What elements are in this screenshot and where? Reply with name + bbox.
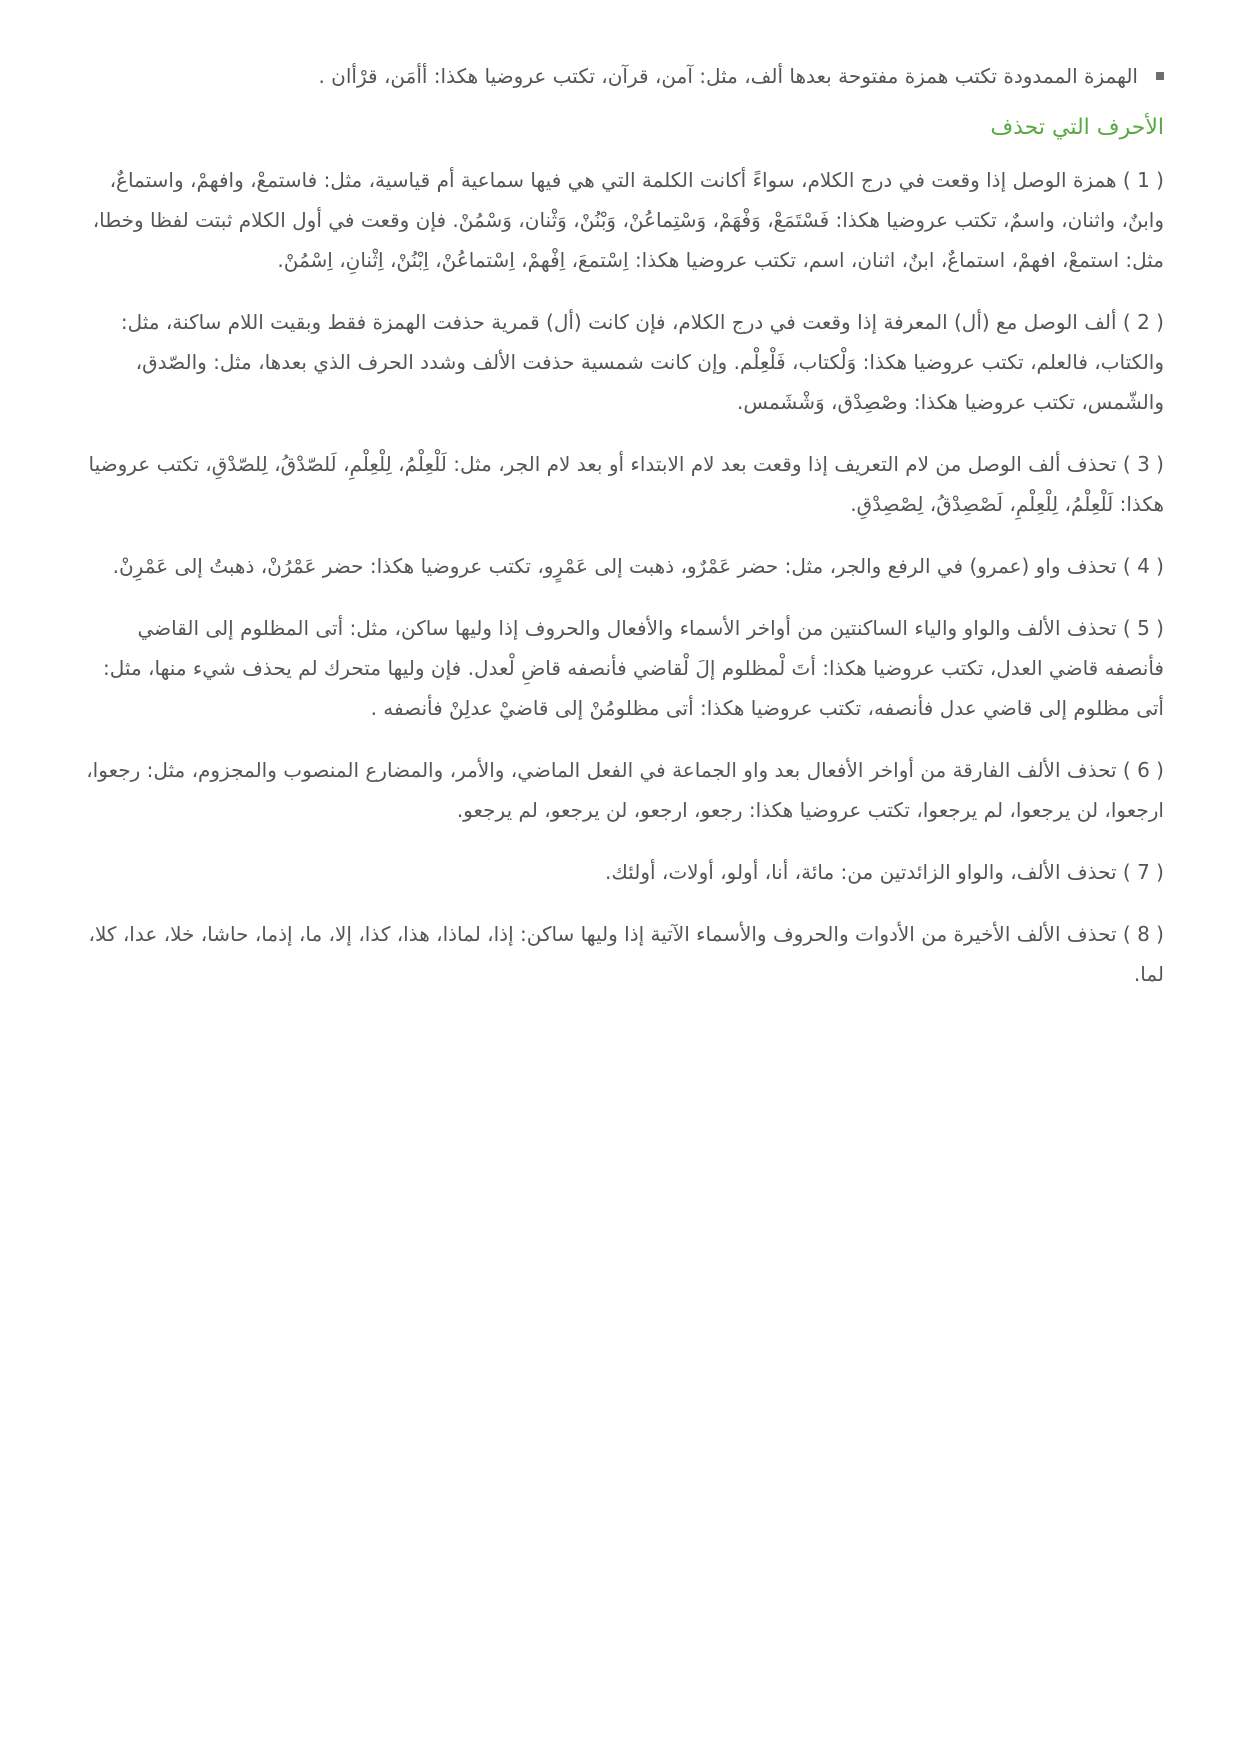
rule-paragraph-2: ( 2 ) ألف الوصل مع (أل) المعرفة إذا وقعت في درج الكلام، فإن كانت (أل) قمرية حذفت الهمزة فقط وبقيت اللام ساكنة، مثل: والكتاب، فالعلم، تكتب عروضيا هكذا: وَلْكتاب، فَلْعِلْم. وإن كانت شمسية حذفت الألف وشدد الحرف الذي بعدها، مثل: والصّدق، والشّمس، تكتب عروضيا هكذا: وصْصِدْق، وَشْشَمس. (120, 310, 1164, 414)
document-page (78, 56, 1164, 1016)
rule-paragraph-5: ( 5 ) تحذف الألف والواو والياء الساكنتين من أواخر الأسماء والأفعال والحروف إذا وليها ساكن، مثل: أتى المظلوم إلى القاضي فأنصفه قاضي العدل، تكتب عروضيا هكذا: أتَ لْمظلوم إلَ لْقاضي فأنصفه قاضِ لْعدل. فإن وليها متحرك لم يحذف شيء منها، مثل: أتى مظلوم إلى قاضي عدل فأنصفه، تكتب عروضيا هكذا: أتى مظلومُنْ إلى قاضيْ عدلِنْ فأنصفه . (103, 616, 1164, 720)
rule-paragraph-7: ( 7 ) تحذف الألف، والواو الزائدتين من: مائة، أنا، أولو، أولات، أولئك. (604, 860, 1164, 884)
rule-paragraph-8: ( 8 ) تحذف الألف الأخيرة من الأدوات والحروف والأسماء الآتية إذا وليها ساكن: إذا، لماذا، هذا، كذا، إلا، ما، إذما، حاشا، خلا، عدا، كلا، لما. (88, 922, 1164, 986)
rule-paragraph-4: ( 4 ) تحذف واو (عمرو) في الرفع والجر، مثل: حضر عَمْرٌو، ذهبت إلى عَمْرٍو، تكتب عروضيا هكذا: حضر عَمْرُنْ، ذهبتُ إلى عَمْرِنْ. (112, 554, 1164, 578)
bullet-text: الهمزة الممدودة تكتب همزة مفتوحة بعدها ألف، مثل: آمن، قرآن، تكتب عروضيا هكذا: أأمَن، قرْأان . (318, 64, 1138, 88)
bullet-item (78, 56, 1164, 96)
rule-paragraph-6: ( 6 ) تحذف الألف الفارقة من أواخر الأفعال بعد واو الجماعة في الفعل الماضي، والأمر، والمضارع المنصوب والمجزوم، مثل: رجعوا، ارجعوا، لن يرجعوا، لم يرجعوا، تكتب عروضيا هكذا: رجعو، ارجعو، لن يرجعو، لم يرجعو. (86, 758, 1164, 822)
square-bullet-icon (1156, 72, 1164, 80)
rule-paragraph-1: ( 1 ) همزة الوصل إذا وقعت في درج الكلام، سواءً أكانت الكلمة التي هي فيها سماعية أم قياسية، مثل: فاستمعْ، وافهمْ، واستماعٌ، وابنٌ، واثنان، واسمٌ، تكتب عروضيا هكذا: فَسْتَمَعْ، وَفْهَمْ، وَسْتِماعُنْ، وَبْنُنْ، وَثْنان، وَسْمُنْ. فإن وقعت في أول الكلام ثبتت لفظا وخطا، مثل: استمعْ، افهمْ، استماعٌ، ابنٌ، اثنان، اسم، تكتب عروضيا هكذا: اِسْتمعَ، اِفْهمْ، اِسْتماعُنْ، اِبْنُنْ، اِثْنانِ، اِسْمُنْ. (92, 168, 1164, 272)
section-heading: الأحرف التي تحذف (990, 115, 1164, 140)
rule-paragraph-3: ( 3 ) تحذف ألف الوصل من لام التعريف إذا وقعت بعد لام الابتداء أو بعد لام الجر، مثل: لَلْعِلْمُ، لِلْعِلْمِ، لَلصّدْقُ، لِلصّدْقِ، تكتب عروضيا هكذا: لَلْعِلْمُ، لِلْعِلْمِ، لَصْصِدْقُ، لِصْصِدْقِ. (88, 452, 1164, 516)
